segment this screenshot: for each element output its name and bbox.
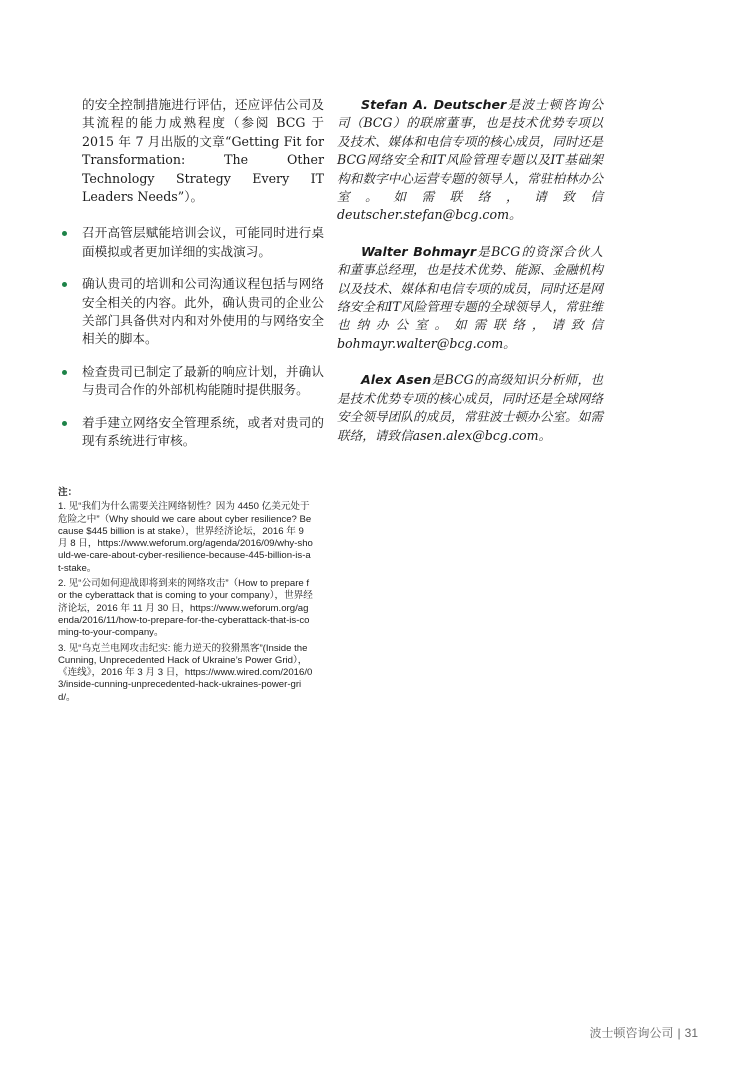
- list-item-text: 确认贵司的培训和公司沟通议程包括与网络安全相关的内容。此外，确认贵司的企业公关部门具备供对内和对外使用的与网络安全相关的脚本。: [82, 276, 324, 347]
- list-item-text: 召开高管层赋能培训会议，可能同时进行桌面模拟或者更加详细的实战演习。: [82, 225, 324, 259]
- intro-paragraph: 的安全控制措施进行评估，还应评估公司及其流程的能力成熟程度（参阅 BCG 于 2015 年 7 月出版的文章“Getting Fit for Transformation: The Other Technology Strategy Every IT Leaders Needs”）。: [82, 97, 324, 205]
- page-number: 31: [684, 1026, 698, 1040]
- author-bio: [337, 243, 603, 353]
- list-item: [58, 363, 324, 400]
- author-bio-text: 是BCG的高级知识分析师，也是技术优势专项的核心成员，同时还是全球网络安全领导团队的成员，常驻波士顿办公室。如需联络，请致信asen.alex@bcg.com。: [337, 372, 603, 443]
- author-bios: [337, 96, 603, 463]
- footnote: 2. 见“公司如何迎战即将到来的网络攻击”（How to prepare for the cyberattack that is coming to your company），世界经济论坛，2016 年 11 月 30 日，https://www.weforum.org/agenda/2016/11/how-to-prepare-for-the-cyberattack-that-is-coming-to-your-company。: [58, 578, 313, 639]
- author-name: Stefan A. Deutscher: [361, 97, 507, 112]
- action-list: [58, 224, 324, 450]
- author-bio: [337, 96, 603, 225]
- footnotes-title: 注：: [58, 487, 78, 498]
- author-name: Alex Asen: [361, 372, 432, 388]
- author-bio: [337, 371, 603, 445]
- author-bio-text: 是BCG的资深合伙人和董事总经理，也是技术优势、能源、金融机构以及技术、媒体和电信专项的成员，同时还是网络安全和IT风险管理专题的全球领导人，常驻维也纳办公室。如需联络，请致信bohmayr.walter@bcg.com。: [337, 243, 603, 351]
- left-column: [58, 96, 324, 465]
- list-item: [58, 224, 324, 261]
- list-item-text: 着手建立网络安全管理系统，或者对贵司的现有系统进行审核。: [82, 414, 324, 449]
- author-bio-text: 是波士顿咨询公司（BCG）的联席董事，也是技术优势专项以及技术、媒体和电信专项的核心成员，同时还是BCG网络安全和IT风险管理专题以及IT基础架构和数字中心运营专题的领导人，常驻柏林办公室。如需联络，请致信deutscher.stefan@bcg.com。: [337, 97, 603, 223]
- author-name: Walter Bohmayr: [361, 243, 477, 259]
- list-item: [58, 275, 324, 349]
- page-footer: [590, 1024, 699, 1041]
- list-item: [58, 414, 324, 451]
- footer-separator: |: [677, 1026, 681, 1040]
- list-item-text: 检查贵司已制定了最新的响应计划，并确认与贵司合作的外部机构能随时提供服务。: [82, 363, 324, 398]
- footnote: 1. 见“我们为什么需要关注网络韧性？因为 4450 亿美元处于危险之中”（Why should we care about cyber resilience? Because $445 billion is at stake），世界经济论坛，2016 年 9 月 8 日，https://www.weforum.org/agenda/2016/09/why-should-we-care-about-cyber-resilience-because-445-billion-is-at-stake。: [58, 501, 313, 574]
- bullet-icon: [62, 370, 67, 375]
- bullet-icon: [62, 421, 67, 426]
- footnotes: [58, 487, 313, 707]
- footnote: 3. 见“乌克兰电网攻击纪实: 能力逆天的狡猾黑客”(Inside the Cunning, Unprecedented Hack of Ukraine’s Power Grid），《连线》，2016 年 3 月 3 日，https://www.wired.com/2016/03/inside-cunning-unprecedented-hack-ukraines-power-grid/。: [58, 642, 313, 703]
- bullet-icon: [62, 231, 67, 236]
- bullet-icon: [62, 282, 67, 287]
- publisher-name: 波士顿咨询公司: [589, 1026, 674, 1040]
